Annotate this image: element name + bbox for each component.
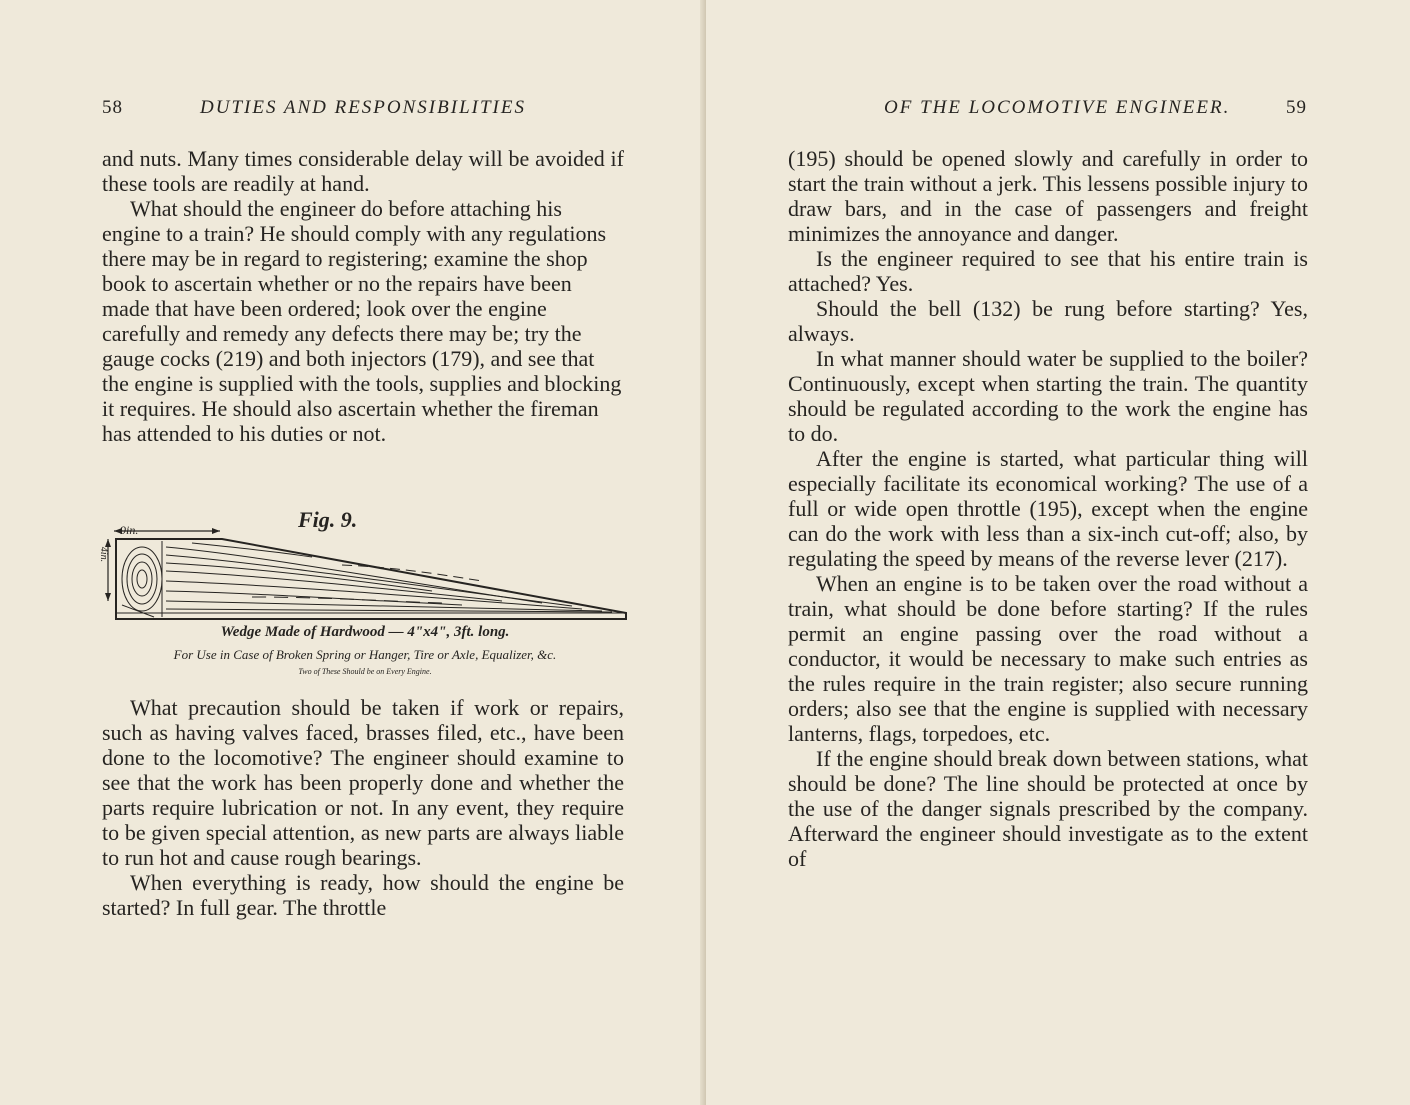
page-number-left: 58 xyxy=(102,97,123,118)
paragraph: If the engine should break down between stations, what should be done? The line should be protected at once by the use of the danger signals prescribed by the company. Afterward the engineer should investigate as to the extent of xyxy=(788,746,1308,871)
figure-subcaption: For Use in Case of Broken Spring or Hanger, Tire or Axle, Equalizer, &c. xyxy=(173,647,557,662)
left-text-bottom xyxy=(102,695,624,920)
paragraph: In what manner should water be supplied to the boiler? Continuously, except when starting the train. The quantity should be regulated according to the work the engine has to do. xyxy=(788,346,1308,446)
running-head-left: DUTIES AND RESPONSIBILITIES xyxy=(200,97,526,118)
dimension-height: 4in. xyxy=(98,546,110,563)
paragraph: When everything is ready, how should the engine be started? In full gear. The throttle xyxy=(102,870,624,920)
right-text xyxy=(788,146,1308,871)
page-number-right: 59 xyxy=(1286,97,1307,118)
wedge-figure xyxy=(98,505,628,676)
paragraph: What precaution should be taken if work or repairs, such as having valves faced, brasses filed, etc., have been done to the locomotive? The engineer should examine to see that the work has been properly done and whether the parts require lubrication or not. In any event, they require to be given special attention, as new parts are always liable to run hot and cause rough bearings. xyxy=(102,695,624,870)
figure-caption: Wedge Made of Hardwood — 4"x4", 3ft. long. xyxy=(220,624,510,640)
figure-label: Fig. 9. xyxy=(298,507,358,532)
running-head-right: OF THE LOCOMOTIVE ENGINEER. xyxy=(884,97,1231,118)
wedge-illustration xyxy=(102,505,628,623)
paragraph: When an engine is to be taken over the road without a train, what should be done before starting? If the rules permit an engine passing over the road without a conductor, it would be necessary to make such entries as the rules require in the train register; also secure running orders; also see that the engine is supplied with necessary lanterns, flags, torpedoes, etc. xyxy=(788,571,1308,746)
dimension-width: 9in. xyxy=(120,523,139,537)
paragraph: Is the engineer required to see that his entire train is attached? Yes. xyxy=(788,246,1308,296)
paragraph: After the engine is started, what particular thing will especially facilitate its economical working? The use of a full or wide open throttle (195), except when the engine can do the work with less than a six-inch cut-off; also, by regulating the speed by means of the reverse lever (217). xyxy=(788,446,1308,571)
paragraph: What should the engineer do before attaching his engine to a train? He should comply with any regulations there may be in regard to registering; examine the shop book to ascertain whether or no the repairs have been made that have been ordered; look over the engine carefully and remedy any defects there may be; try the gauge cocks (219) and both injectors (179), and see that the engine is supplied with the tools, supplies and blocking it requires. He should also ascertain whether the fireman has attended to his duties or not. xyxy=(102,196,622,446)
figure-note: Two of These Should be on Every Engine. xyxy=(298,667,432,676)
paragraph: and nuts. Many times considerable delay will be avoided if these tools are readily at hand. xyxy=(102,146,624,196)
left-text-top xyxy=(102,146,624,446)
paragraph: (195) should be opened slowly and carefully in order to start the train without a jerk. This lessens possible injury to draw bars, and in the case of passengers and freight minimizes the annoyance and danger. xyxy=(788,146,1308,246)
paragraph: Should the bell (132) be rung before starting? Yes, always. xyxy=(788,296,1308,346)
